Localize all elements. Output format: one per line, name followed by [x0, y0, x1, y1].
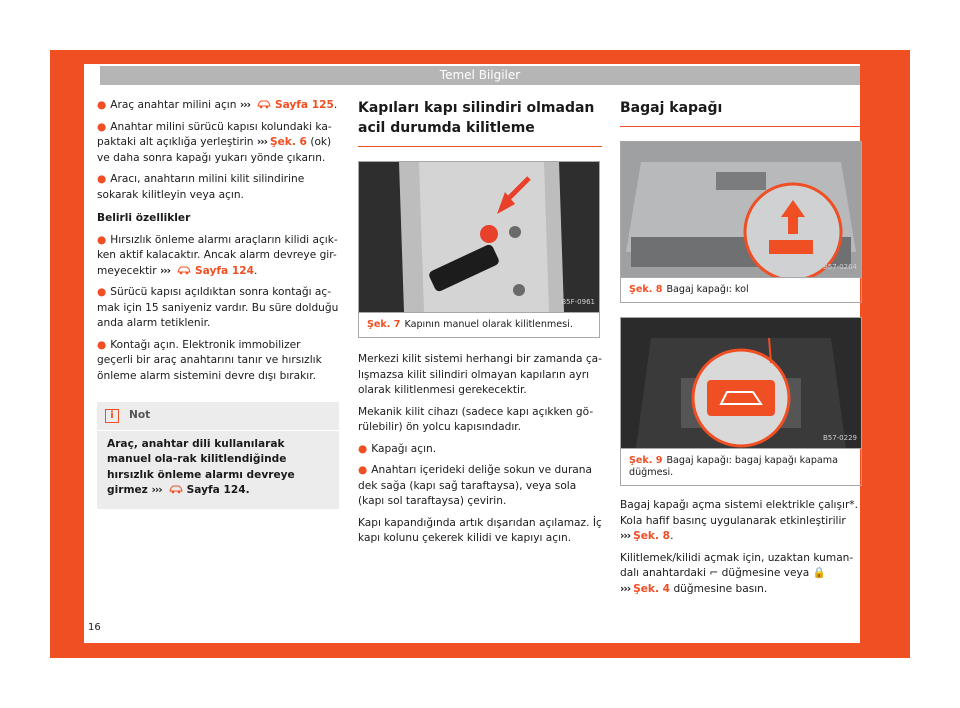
tailgate-handle-illustration	[621, 142, 861, 277]
section-heading: Bagaj kapağı	[620, 98, 862, 127]
bullet-6: ● Kontağı açın. Elektronik immobilizer geçerli bir araç anahtarını tanır ve hırsızlık önleme alarm sistemini devre dışı bırakır.	[97, 338, 322, 382]
bullet-5: ● Sürücü kapısı açıldıktan sonra kontağı aç-mak için 15 saniyeniz vardır. Bu süre dolduğu anda alarm tetiklenir.	[97, 286, 339, 329]
arrow-marker: ›››	[620, 530, 631, 542]
page-ref-link[interactable]: Sayfa 124	[195, 264, 254, 277]
figure-label: Şek. 7	[367, 319, 401, 330]
figure-7	[358, 161, 600, 338]
arrow-marker: ›››	[620, 582, 631, 595]
page-number: 16	[88, 622, 101, 633]
bullet: ● Anahtarı içerideki deliğe sokun ve durana dek sağa (kapı sağ taraftaysa), veya sola (kapı sol taraftaysa) çevirin.	[358, 464, 592, 507]
lock-icon: 🔒	[812, 567, 826, 579]
tailgate-button-illustration	[621, 318, 861, 448]
info-icon: i	[105, 409, 119, 423]
bullet-dot: ●	[97, 120, 107, 133]
header-title: Temel Bilgiler	[439, 68, 521, 82]
door-lock-illustration	[359, 162, 599, 312]
figure-ref-link[interactable]: Şek. 8	[633, 530, 671, 542]
paragraph: Merkezi kilit sistemi herhangi bir zamanda ça-lışmazsa kilit silindiri olmayan kapıların ayrı olarak kilitlenmesi gerekecektir.	[358, 353, 602, 396]
arrow-marker: ›››	[151, 484, 162, 496]
tailgate-handle-image	[621, 142, 861, 277]
paragraph: Kapı kapandığında artık dışarıdan açılamaz. İç kapı kolunu çekerek kilidi ve kapıyı açın.	[358, 516, 602, 544]
page-ref-link[interactable]: Sayfa 125	[274, 99, 334, 111]
arrow-marker: ›››	[239, 99, 250, 111]
page-ref-link[interactable]: Sayfa 124	[186, 484, 246, 496]
bullet-dot: ●	[97, 173, 107, 185]
paragraph: Bagaj kapağı açma sistemi elektrikle çalışır*. Kola hafif basınç uygulanarak etkinleştirilir ››› Şek. 8.	[620, 499, 858, 542]
figure-code: B57-0229	[822, 433, 857, 442]
bullet-dot: ●	[358, 464, 368, 476]
arrow-marker: ›››	[256, 136, 267, 148]
figure-ref-link[interactable]: Şek. 4	[633, 582, 671, 595]
bullet-dot: ●	[97, 99, 107, 111]
figure-9	[620, 317, 862, 486]
running-header	[100, 66, 860, 85]
bullet-3: ● Aracı, anahtarın milini kilit silindirine sokarak kilitleyin veya açın.	[97, 173, 305, 201]
section-heading: Kapıları kapı silindiri olmadan acil durumda kilitleme	[358, 98, 602, 147]
column-left	[97, 98, 339, 509]
note-box	[97, 402, 339, 509]
note-title: Not	[129, 409, 151, 421]
figure-code: B5F-0961	[561, 297, 595, 306]
subheading: Belirli özellikler	[97, 212, 191, 224]
note-body: Araç, anahtar dili kullanılarak manuel ola-rak kilitlendiğinde hırsızlık önleme alarmı devreye girmez ››› Sayfa 124.	[107, 437, 295, 496]
car-symbol-icon	[169, 484, 183, 494]
bullet: ● Kapağı açın.	[358, 442, 437, 455]
bullet-dot: ●	[358, 442, 368, 455]
bullet-dot: ●	[97, 338, 107, 351]
car-symbol-icon	[257, 99, 271, 109]
figure-label: Şek. 8	[629, 284, 663, 295]
note-header	[97, 402, 339, 431]
key-icon: ⌐	[709, 567, 719, 579]
bullet-dot: ●	[97, 286, 107, 298]
paragraph: Mekanik kilit cihazı (sadece kapı açıkken gö-rülebilir) ön yolcu kapısındadır.	[358, 405, 594, 433]
figure-caption: Şek. 7 Kapının manuel olarak kilitlenmesi.	[359, 312, 599, 337]
column-middle	[358, 98, 602, 553]
figure-code: B57-0264	[822, 262, 857, 271]
figure-8	[620, 141, 862, 303]
figure-caption: Şek. 9 Bagaj kapağı: bagaj kapağı kapama düğmesi.	[621, 448, 861, 485]
door-lock-image	[359, 162, 599, 312]
tailgate-button-image	[621, 318, 861, 448]
paragraph: Kilitlemek/kilidi açmak için, uzaktan kuman-dalı anahtardaki ⌐ düğmesine veya 🔒 ››› Şek. 4 düğmesine basın.	[620, 551, 854, 595]
car-symbol-icon	[177, 265, 191, 275]
column-right	[620, 98, 862, 603]
figure-ref-link[interactable]: Şek. 6	[269, 136, 307, 148]
bullet-1: ● Araç anahtar milini açın ››› Sayfa 125.	[97, 99, 338, 111]
arrow-marker: ›››	[159, 264, 171, 277]
figure-caption: Şek. 8 Bagaj kapağı: kol	[621, 277, 861, 302]
figure-label: Şek. 9	[629, 455, 663, 466]
bullet-dot: ●	[97, 233, 107, 246]
bullet-2: ● Anahtar milini sürücü kapısı kolundaki ka-paktaki alt açıklığa yerleştirin ››› Şek. 6 (ok) ve daha sonra kapağı yukarı yönde çıkarın.	[97, 120, 332, 164]
bullet-4: ● Hırsızlık önleme alarmı araçların kilidi açık-ken aktif kalacaktır. Ancak alarm devreye gir-meyecektir ››› Sayfa 124.	[97, 233, 338, 277]
